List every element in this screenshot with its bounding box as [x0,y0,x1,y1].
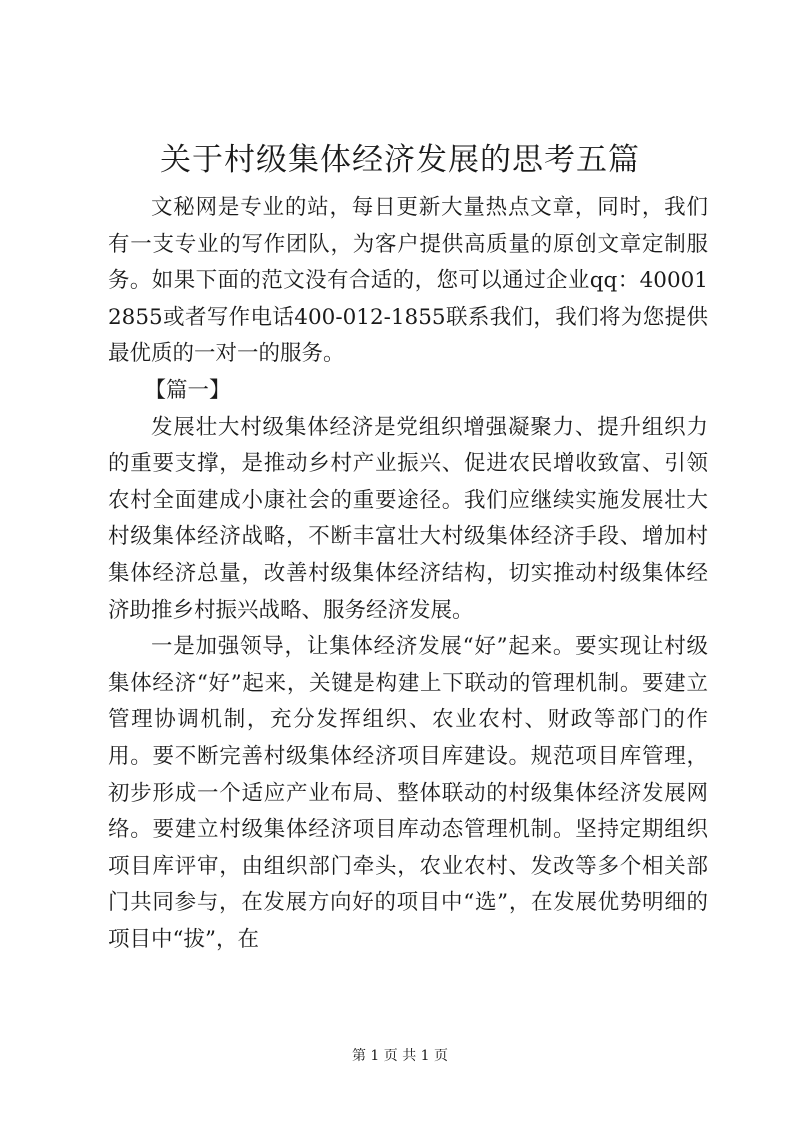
document-title: 关于村级集体经济发展的思考五篇 [160,142,640,178]
section-heading: 【篇一】 [144,377,231,403]
document-body [108,190,708,958]
body-paragraph-2: 一是加强领导，让集体经济发展“好”起来。要实现让村级集体经济“好”起来，关键是构建上下联动的管理机制。要建立管理协调机制，充分发挥组织、农业农村、财政等部门的作用。要不断完善村级集体经济项目库建设。规范项目库管理，初步形成一个适应产业布局、整体联动的村级集体经济发展网络。要建立村级集体经济项目库动态管理机制。坚持定期组织项目库评审，由组织部门牵头，农业农村、发改等多个相关部门共同参与，在发展方向好的项目中“选”，在发展优势明细的项目中“拔”，在 [108,634,708,952]
body-paragraph-1: 发展壮大村级集体经济是党组织增强凝聚力、提升组织力的重要支撑，是推动乡村产业振兴、促进农民增收致富、引领农村全面建成小康社会的重要途径。我们应继续实施发展壮大村级集体经济战略，不断丰富壮大村级集体经济手段、增加村集体经济总量，改善村级集体经济结构，切实推动村级集体经济助推乡村振兴战略、服务经济发展。 [108,414,708,623]
page-footer: 第 1 页 共 1 页 [351,1048,449,1064]
intro-paragraph: 文秘网是专业的站，每日更新大量热点文章，同时，我们有一支专业的写作团队，为客户提供高质量的原创文章定制服务。如果下面的范文没有合适的，您可以通过企业qq：400012855或者写作电话400-012-1855联系我们，我们将为您提供最优质的一对一的服务。 [108,195,708,367]
